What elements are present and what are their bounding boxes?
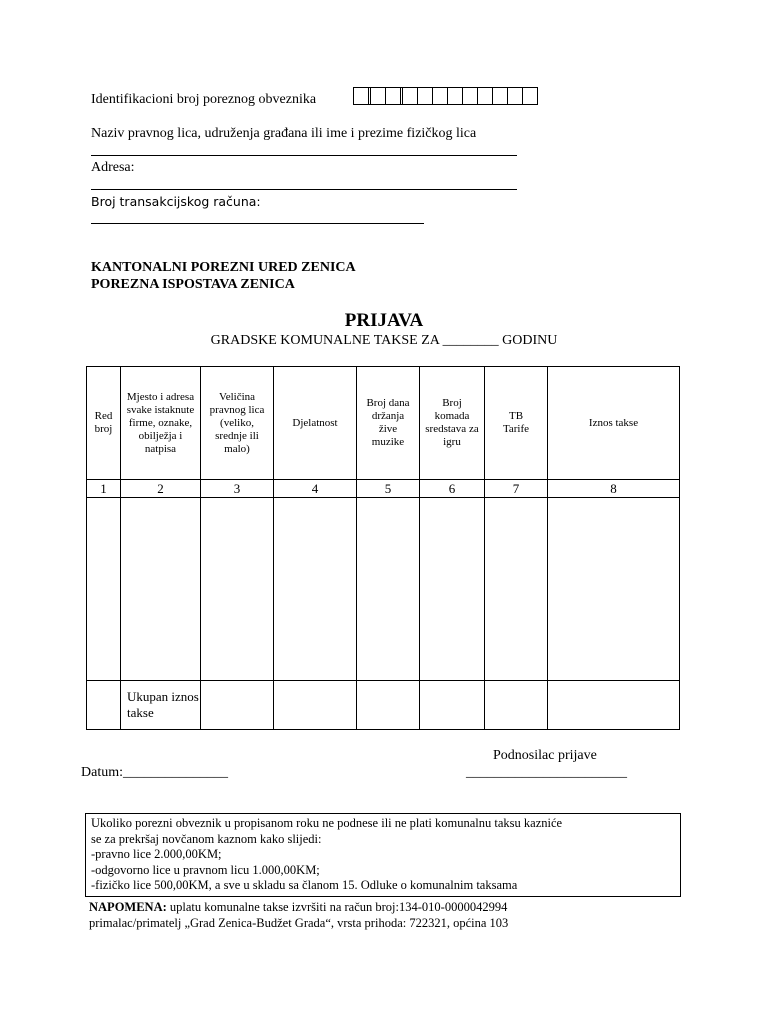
penalty-notice-box xyxy=(85,813,681,897)
header-cell: Broj dana držanja žive muzike xyxy=(357,367,420,480)
notice-line: Ukoliko porezni obveznik u propisanom roku ne podnese ili ne plati komunalnu taksu kazniće xyxy=(91,816,563,830)
page-subtitle: GRADSKE KOMUNALNE TAKSE ZA ________ GODINU xyxy=(210,333,558,348)
column-number: 2 xyxy=(121,480,201,498)
date-field[interactable]: Datum:_______________ xyxy=(81,765,228,780)
note-text-2: primalac/primatelj „Grad Zenica-Budžet Grada“, vrsta prihoda: 722321, općina 103 xyxy=(89,915,509,930)
id-number-boxes[interactable] xyxy=(354,87,538,105)
data-cell[interactable] xyxy=(87,498,121,681)
total-cell[interactable] xyxy=(485,681,548,730)
header-cell: Djelatnost xyxy=(274,367,357,480)
data-cell[interactable] xyxy=(420,498,485,681)
column-number: 5 xyxy=(357,480,420,498)
total-amount-cell[interactable] xyxy=(548,681,680,730)
page-title: PRIJAVA xyxy=(344,310,424,331)
column-number: 1 xyxy=(87,480,121,498)
column-number: 6 xyxy=(420,480,485,498)
notice-line: -odgovorno lice u pravnom licu 1.000,00KM; xyxy=(91,862,320,877)
account-field-line[interactable] xyxy=(91,223,424,224)
total-cell xyxy=(87,681,121,730)
data-cell[interactable] xyxy=(548,498,680,681)
table-number-row xyxy=(87,480,680,498)
notice-line: -pravno lice 2.000,00KM; xyxy=(91,847,222,861)
submitter-signature-line[interactable]: _______________________ xyxy=(466,765,627,780)
total-row xyxy=(87,681,680,730)
data-cell[interactable] xyxy=(121,498,201,681)
total-cell[interactable] xyxy=(357,681,420,730)
data-cell[interactable] xyxy=(274,498,357,681)
office-line-2: POREZNA ISPOSTAVA ZENICA xyxy=(91,277,295,292)
table-row xyxy=(87,498,680,681)
total-cell[interactable] xyxy=(420,681,485,730)
header-cell: Iznos takse xyxy=(548,367,680,480)
submitter-label: Podnosilac prijave xyxy=(493,748,597,763)
column-number: 7 xyxy=(485,480,548,498)
office-line-1: KANTONALNI POREZNI URED ZENICA xyxy=(91,260,356,275)
id-number-label: Identifikacioni broj poreznog obveznika xyxy=(91,92,317,107)
note-label: NAPOMENA: xyxy=(89,900,167,914)
header-cell: Red broj xyxy=(87,367,121,480)
tax-table xyxy=(86,366,680,730)
notice-line: -fizičko lice 500,00KM, a sve u skladu sa članom 15. Odluke o komunalnim taksama xyxy=(91,878,518,892)
data-cell[interactable] xyxy=(485,498,548,681)
header-cell: Broj komada sredstava za igru xyxy=(420,367,485,480)
column-number: 3 xyxy=(201,480,274,498)
total-label: Ukupan iznos takse xyxy=(121,681,201,730)
column-number: 4 xyxy=(274,480,357,498)
address-label: Adresa: xyxy=(91,160,135,175)
header-cell: TB Tarife xyxy=(485,367,548,480)
payment-note xyxy=(89,900,508,931)
total-cell[interactable] xyxy=(201,681,274,730)
table-header-row xyxy=(87,367,680,480)
data-cell[interactable] xyxy=(357,498,420,681)
address-field-line[interactable] xyxy=(91,189,517,190)
notice-line: se za prekršaj novčanom kaznom kako slijedi: xyxy=(91,831,322,846)
header-cell: Mjesto i adresa svake istaknute firme, oznake, obilježja i natpisa xyxy=(121,367,201,480)
data-cell[interactable] xyxy=(201,498,274,681)
total-cell[interactable] xyxy=(274,681,357,730)
name-label: Naziv pravnog lica, udruženja građana ili ime i prezime fizičkog lica xyxy=(91,126,477,141)
name-field-line[interactable] xyxy=(91,155,517,156)
header-cell: Veličina pravnog lica (veliko, srednje ili malo) xyxy=(201,367,274,480)
account-label: Broj transakcijskog računa: xyxy=(91,194,261,209)
column-number: 8 xyxy=(548,480,680,498)
note-text-1: uplatu komunalne takse izvršiti na račun broj:134-010-0000042994 xyxy=(166,900,508,914)
